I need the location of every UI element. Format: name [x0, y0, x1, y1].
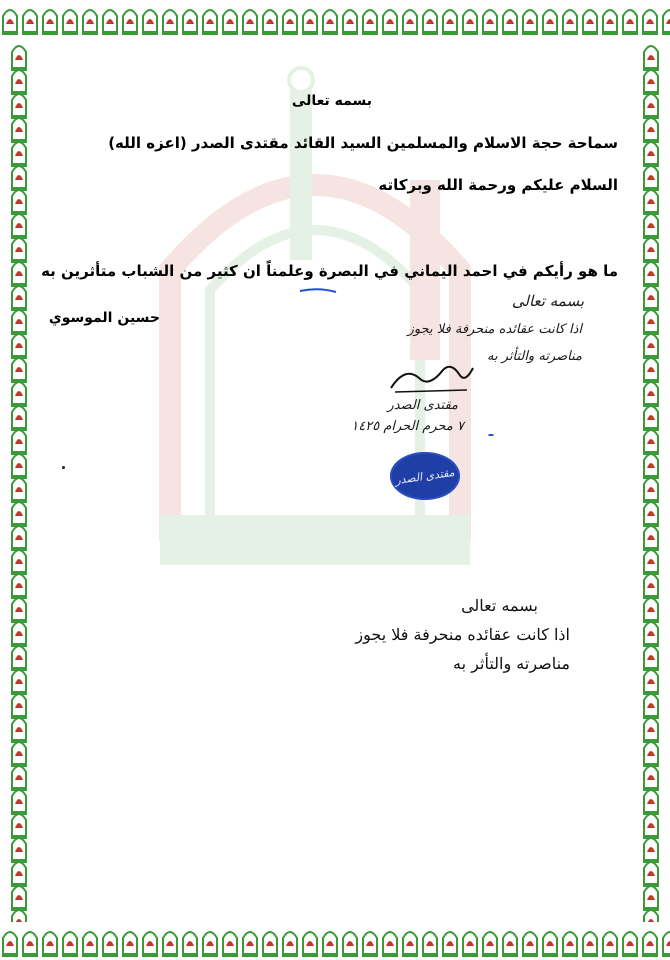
border-motif-tile [643, 94, 659, 119]
border-left-svg [0, 38, 38, 922]
border-motif-tile [422, 10, 438, 35]
border-motif-tile [162, 10, 178, 35]
border-motif-tile [643, 622, 659, 647]
border-motif-tile [2, 10, 18, 35]
border-motif-tile [602, 932, 618, 957]
border-motif-tile [643, 742, 659, 767]
border-motif-tile [302, 10, 318, 35]
border-motif-tile [11, 814, 27, 839]
border-motif-tile [643, 574, 659, 599]
border-motif-tile [62, 10, 78, 35]
border-motif-tile [262, 10, 278, 35]
border-motif-tile [11, 430, 27, 455]
border-motif-tile [643, 118, 659, 143]
border-motif-tile [643, 790, 659, 815]
border-motif-tile [662, 10, 670, 35]
border-motif-tile [643, 646, 659, 671]
border-motif-tile [482, 10, 498, 35]
border-motif-tile [402, 10, 418, 35]
border-motif-tile [643, 382, 659, 407]
border-motif-tile [643, 766, 659, 791]
border-motif-tile [82, 10, 98, 35]
border-motif-tile [362, 10, 378, 35]
border-motif-tile [502, 932, 518, 957]
border-motif-tile [643, 886, 659, 911]
border-motif-tile [662, 932, 670, 957]
border-motif-tile [11, 166, 27, 191]
border-motif-tile [122, 932, 138, 957]
border-top-svg [0, 0, 670, 38]
seal-text: مقتدى الصدر [394, 465, 456, 487]
border-motif-tile [622, 932, 638, 957]
border-motif-tile [102, 932, 118, 957]
decorative-border-top [0, 0, 670, 38]
border-motif-tile [643, 430, 659, 455]
border-motif-tile [643, 838, 659, 863]
blue-seal-stamp [390, 452, 460, 500]
border-motif-tile [442, 932, 458, 957]
border-motif-tile [11, 646, 27, 671]
border-motif-tile [11, 142, 27, 167]
transcription-line-2: مناصرته والتأثر به [453, 654, 570, 673]
letter-greeting: السلام عليكم ورحمة الله وبركاته [378, 176, 618, 194]
border-motif-tile [11, 550, 27, 575]
border-motif-tile [643, 814, 659, 839]
border-motif-tile [11, 886, 27, 911]
handwritten-underline [298, 286, 338, 296]
border-motif-tile [643, 862, 659, 887]
border-motif-tile [11, 862, 27, 887]
handwritten-date: ٧ محرم الحرام ١٤٢٥ [351, 419, 464, 434]
border-motif-tile [11, 94, 27, 119]
border-motif-tile [643, 910, 659, 922]
border-motif-tile [382, 932, 398, 957]
border-motif-tile [562, 932, 578, 957]
border-motif-tile [582, 10, 598, 35]
decorative-border-left [0, 38, 38, 922]
border-motif-tile [22, 10, 38, 35]
border-motif-tile [242, 10, 258, 35]
border-motif-tile [11, 190, 27, 215]
transcription-basmala: بسمه تعالى [461, 596, 538, 615]
border-motif-tile [11, 310, 27, 335]
border-motif-tile [643, 142, 659, 167]
border-motif-tile [142, 10, 158, 35]
border-motif-tile [643, 262, 659, 287]
border-motif-tile [643, 46, 659, 71]
border-motif-tile [11, 742, 27, 767]
transcription-line-1: اذا كانت عقائده منحرفة فلا يجوز [355, 625, 570, 644]
border-motif-tile [11, 454, 27, 479]
border-motif-tile [11, 238, 27, 263]
border-motif-tile [11, 598, 27, 623]
border-motif-tile [502, 10, 518, 35]
border-motif-tile [11, 406, 27, 431]
border-motif-tile [42, 932, 58, 957]
border-motif-tile [362, 932, 378, 957]
border-motif-tile [11, 910, 27, 922]
border-motif-tile [22, 932, 38, 957]
border-motif-tile [11, 118, 27, 143]
letter-question: ما هو رأيكم في احمد اليماني في البصرة وعلمناً ان كثير من الشباب متأثرين به [41, 262, 618, 280]
border-motif-tile [642, 10, 658, 35]
border-motif-tile [2, 932, 18, 957]
border-motif-tile [82, 932, 98, 957]
border-motif-tile [522, 932, 538, 957]
border-motif-tile [11, 286, 27, 311]
border-motif-tile [11, 382, 27, 407]
border-motif-tile [522, 10, 538, 35]
border-motif-tile [11, 766, 27, 791]
border-motif-tile [11, 478, 27, 503]
letter-basmala: بسمه تعالى [291, 93, 372, 109]
border-motif-tile [643, 718, 659, 743]
border-motif-tile [643, 406, 659, 431]
border-motif-tile [122, 10, 138, 35]
border-motif-tile [643, 502, 659, 527]
border-motif-tile [643, 526, 659, 551]
border-motif-tile [643, 454, 659, 479]
border-motif-tile [11, 526, 27, 551]
border-motif-tile [643, 478, 659, 503]
border-motif-tile [11, 70, 27, 95]
border-motif-tile [322, 932, 338, 957]
border-motif-tile [11, 334, 27, 359]
border-motif-tile [222, 10, 238, 35]
border-motif-tile [582, 932, 598, 957]
border-motif-tile [643, 358, 659, 383]
border-motif-tile [462, 932, 478, 957]
letter-address: سماحة حجة الاسلام والمسلمين السيد القائد مقتدى الصدر (اعزه الله) [108, 134, 618, 152]
border-motif-tile [102, 10, 118, 35]
border-motif-tile [11, 670, 27, 695]
border-motif-tile [643, 670, 659, 695]
handwritten-signature-name: مقتدى الصدر [387, 398, 458, 413]
border-motif-tile [643, 286, 659, 311]
border-motif-tile [202, 932, 218, 957]
border-motif-tile [562, 10, 578, 35]
border-motif-tile [11, 694, 27, 719]
border-motif-tile [11, 718, 27, 743]
border-motif-tile [602, 10, 618, 35]
border-motif-tile [643, 598, 659, 623]
handwritten-line-1: اذا كانت عقائده منحرفة فلا يجوز [407, 322, 582, 337]
border-motif-tile [262, 932, 278, 957]
border-motif-tile [222, 932, 238, 957]
decorative-border-bottom [0, 922, 670, 960]
border-motif-tile [382, 10, 398, 35]
border-motif-tile [482, 932, 498, 957]
border-motif-tile [643, 214, 659, 239]
border-right-svg [632, 38, 670, 922]
border-motif-tile [182, 10, 198, 35]
border-motif-tile [642, 932, 658, 957]
border-motif-tile [11, 838, 27, 863]
border-motif-tile [282, 10, 298, 35]
border-motif-tile [643, 166, 659, 191]
border-motif-tile [643, 310, 659, 335]
border-motif-tile [162, 932, 178, 957]
border-motif-tile [11, 502, 27, 527]
border-motif-tile [182, 932, 198, 957]
border-motif-tile [62, 932, 78, 957]
border-motif-tile [11, 214, 27, 239]
border-motif-tile [342, 10, 358, 35]
border-motif-tile [622, 10, 638, 35]
border-motif-tile [242, 932, 258, 957]
border-motif-tile [542, 10, 558, 35]
border-motif-tile [11, 46, 27, 71]
handwritten-basmala: بسمه تعالى [511, 292, 584, 310]
border-motif-tile [643, 550, 659, 575]
decorative-border-right [632, 38, 670, 922]
border-motif-tile [11, 574, 27, 599]
border-motif-tile [643, 694, 659, 719]
handwritten-line-2: مناصرته والتأثر به [486, 349, 582, 364]
border-motif-tile [11, 790, 27, 815]
border-motif-tile [302, 932, 318, 957]
border-motif-tile [643, 190, 659, 215]
border-motif-tile [202, 10, 218, 35]
border-motif-tile [643, 238, 659, 263]
border-motif-tile [442, 10, 458, 35]
border-motif-tile [322, 10, 338, 35]
border-motif-tile [11, 622, 27, 647]
border-motif-tile [11, 262, 27, 287]
border-motif-tile [643, 70, 659, 95]
letter-sender-name: حسين الموسوي [48, 310, 160, 326]
border-motif-tile [462, 10, 478, 35]
border-motif-tile [422, 932, 438, 957]
border-motif-tile [402, 932, 418, 957]
ink-speck [62, 466, 65, 469]
border-motif-tile [643, 334, 659, 359]
border-motif-tile [142, 932, 158, 957]
signature-scribble [385, 360, 475, 396]
border-motif-tile [542, 932, 558, 957]
border-bottom-svg [0, 922, 670, 960]
border-motif-tile [42, 10, 58, 35]
border-motif-tile [11, 358, 27, 383]
ink-speck [488, 434, 494, 436]
border-motif-tile [282, 932, 298, 957]
border-motif-tile [342, 932, 358, 957]
